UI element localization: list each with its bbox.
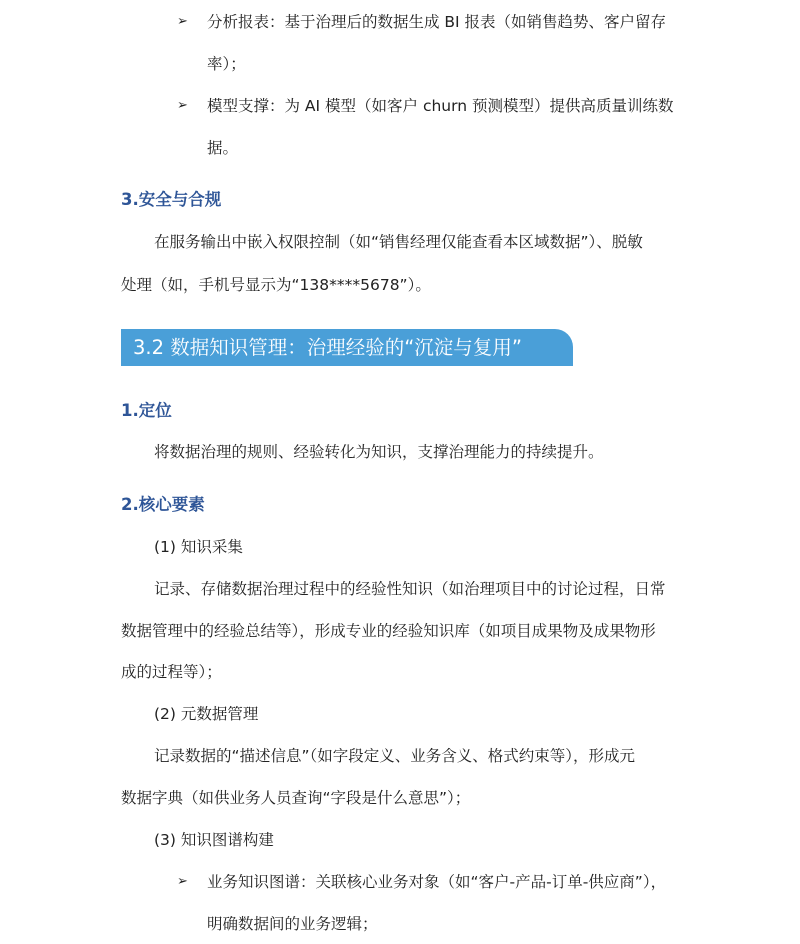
paragraph-line: 将数据治理的规则、经验转化为知识，支撑治理能力的持续提升。 [154, 443, 604, 461]
paragraph-line: 成的过程等）； [121, 663, 222, 681]
paragraph-line: 数据字典（如供业务人员查询“字段是什么意思”）； [121, 789, 471, 807]
sub-item-title: (3) 知识图谱构建 [154, 831, 274, 849]
bullet-text: 模型支撑：为 AI 模型（如客户 churn 预测模型）提供高质量训练数 [207, 97, 674, 115]
paragraph-line: 处理（如，手机号显示为“138****5678”）。 [121, 276, 431, 294]
sub-item-title: (1) 知识采集 [154, 538, 243, 556]
bullet-text-continued: 据。 [207, 139, 239, 157]
paragraph-line: 记录、存储数据治理过程中的经验性知识（如治理项目中的讨论过程，日常 [154, 580, 666, 598]
bullet-text-continued: 率）； [207, 55, 246, 73]
bullet-arrow-icon: ➢ [177, 98, 188, 113]
section-banner: 3.2 数据知识管理：治理经验的“沉淀与复用” [121, 329, 573, 366]
paragraph-line: 数据管理中的经验总结等），形成专业的经验知识库（如项目成果物及成果物形 [121, 622, 656, 640]
bullet-text: 分析报表：基于治理后的数据生成 BI 报表（如销售趋势、客户留存 [207, 13, 667, 31]
paragraph-line: 记录数据的“描述信息”（如字段定义、业务含义、格式约束等），形成元 [154, 747, 636, 765]
section-heading-positioning: 1.定位 [121, 401, 172, 420]
sub-item-title: (2) 元数据管理 [154, 705, 259, 723]
paragraph-line: 在服务输出中嵌入权限控制（如“销售经理仅能查看本区域数据”）、脱敏 [154, 233, 643, 251]
bullet-text: 业务知识图谱：关联核心业务对象（如“客户-产品-订单-供应商”）， [207, 873, 667, 891]
bullet-arrow-icon: ➢ [177, 874, 188, 889]
section-heading-core: 2.核心要素 [121, 495, 205, 514]
section-heading-security: 3.安全与合规 [121, 190, 222, 209]
bullet-arrow-icon: ➢ [177, 14, 188, 29]
bullet-text-continued: 明确数据间的业务逻辑； [207, 915, 378, 933]
